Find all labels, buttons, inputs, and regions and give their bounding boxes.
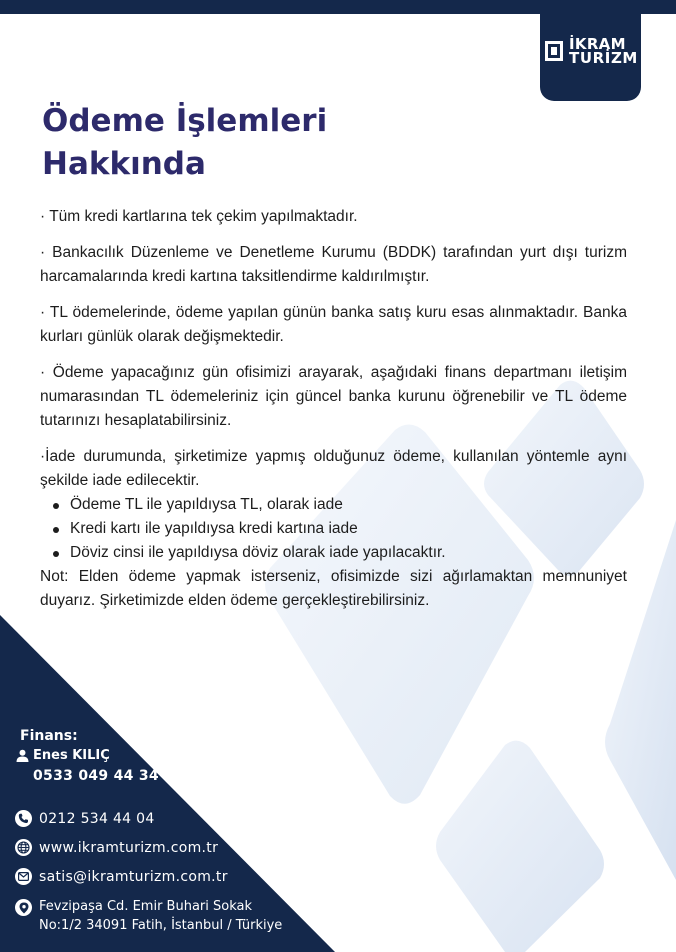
website-link: www.ikramturizm.com.tr	[39, 839, 219, 856]
address-line-1: Fevzipaşa Cd. Emir Buhari Sokak	[39, 899, 252, 914]
refund-intro: ·İade durumunda, şirketimize yapmış olduğunuz ödeme, kullanılan yöntemle aynı şekilde iade edilecektir.	[40, 448, 627, 489]
phone-row[interactable]	[15, 810, 155, 827]
email-row[interactable]	[15, 868, 228, 885]
phone-icon	[15, 810, 32, 827]
logo-tab	[540, 0, 641, 101]
paragraph: · TL ödemelerinde, ödeme yapılan günün banka satış kuru esas alınmaktadır. Banka kurları günlük olarak değişmektedir.	[40, 304, 627, 345]
paragraph: · Bankacılık Düzenleme ve Denetleme Kurumu (BDDK) tarafından yurt dışı turizm harcamalarında kredi kartına taksitlendirme kaldırılmıştır.	[40, 244, 627, 285]
list-item: Kredi kartı ile yapıldıysa kredi kartına iade	[40, 517, 627, 541]
refund-section	[40, 445, 627, 613]
logo-line-1: İKRAM	[569, 34, 626, 53]
paragraph: · Ödeme yapacağınız gün ofisimizi arayarak, aşağıdaki finans departmanı iletişim numarasından TL ödemeleriniz için güncel banka kurunu öğrenebilir ve TL ödeme tutarınızı hesaplatabilirsiniz.	[40, 364, 627, 429]
diamond-bottom	[436, 741, 604, 952]
page-title	[42, 100, 327, 186]
address-line-2: No:1/2 34091 Fatih, İstanbul / Türkiye	[39, 918, 283, 933]
address	[39, 897, 282, 935]
address-row	[15, 897, 282, 935]
location-pin-icon	[15, 899, 32, 916]
payment-info-content	[40, 205, 627, 613]
mail-icon	[15, 868, 32, 885]
globe-icon	[15, 839, 32, 856]
refund-list	[40, 493, 627, 565]
person-icon	[16, 749, 29, 762]
finance-phone[interactable]: 0533 049 44 34	[33, 768, 159, 784]
finance-name: Enes KILIÇ	[33, 748, 110, 763]
logo-line-2: TURİZM	[569, 48, 638, 67]
company-logo	[543, 34, 638, 67]
list-item: Ödeme TL ile yapıldıysa TL, olarak iade	[40, 493, 627, 517]
paragraph: · Tüm kredi kartlarına tek çekim yapılmaktadır.	[40, 208, 358, 225]
page-title-line-2: Hakkında	[42, 146, 206, 182]
list-item: Döviz cinsi ile yapıldıysa döviz olarak iade yapılacaktır.	[40, 541, 627, 565]
phone-number: 0212 534 44 04	[39, 810, 155, 827]
website-row[interactable]	[15, 839, 218, 856]
finance-contact	[16, 748, 110, 763]
page-title-line-1: Ödeme İşlemleri	[42, 103, 328, 139]
note: Not: Elden ödeme yapmak isterseniz, ofisimizde sizi ağırlamaktan memnuniyet duyarız. Şirketimizde elden ödeme gerçekleştirebilirsiniz.	[40, 568, 627, 609]
finance-label: Finans:	[20, 728, 78, 744]
email-link: satis@ikramturizm.com.tr	[39, 868, 228, 885]
logo-mark-icon	[543, 38, 565, 64]
